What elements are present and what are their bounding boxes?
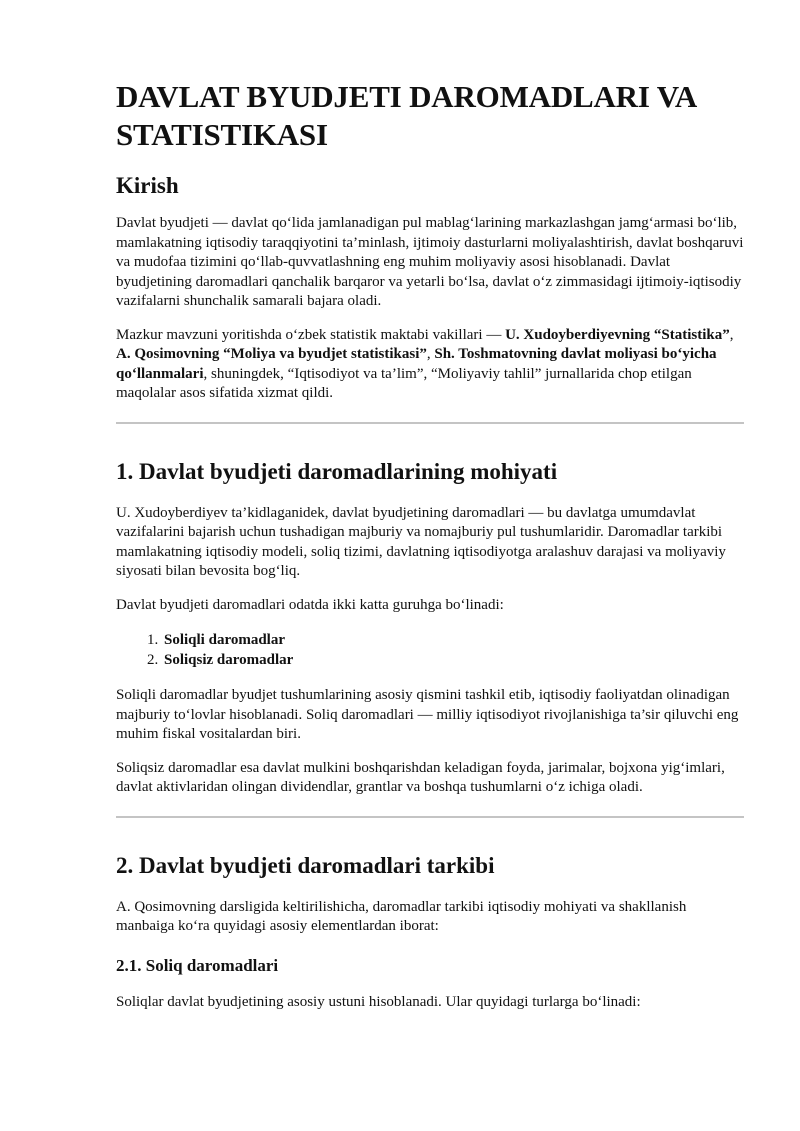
section1-paragraph-4: Soliqsiz daromadlar esa davlat mulkini boshqarishdan keladigan foyda, jarimalar, bojxona yig‘imlari, davlat aktivlaridan olingan dividendlar, grantlar va boshqa tushumlarni o‘z ichiga oladi. [116,759,725,795]
section2-paragraph-1: A. Qosimovning darsligida keltirilishicha, daromadlar tarkibi iqtisodiy mohiyati va shakllanish manbaiga ko‘ra quyidagi asosiy elementlardan iborat: [116,898,687,934]
document-page [116,78,744,1026]
section-divider [116,422,744,424]
list-item: 2. Soliqsiz daromadlar [162,651,744,671]
section2-heading: 2. Davlat byudjeti daromadlari tarkibi [116,852,495,878]
subsection-paragraph-1: Soliqlar davlat byudjetining asosiy ustuni hisoblanadi. Ular quyidagi turlarga bo‘linadi: [116,993,641,1010]
section1-paragraph-3: Soliqli daromadlar byudjet tushumlarining asosiy qismini tashkil etib, iqtisodiy faoliyatdan olinadigan majburiy to‘lovlar hisoblanadi. Soliq daromadlari — milliy iqtisodiyot rivojlanishiga ta’sir qiluvchi eng muhim fiskal vositalardan biri. [116,687,739,742]
ref-toshmatov: Sh. Toshmatovning davlat moliyasi bo‘yicha qo‘llanmalari [116,346,717,382]
intro-paragraph-1: Davlat byudjeti — davlat qo‘lida jamlanadigan pul mablag‘larining markazlashgan jamg‘armasi bo‘lib, mamlakatning iqtisodiy taraqqiyotini ta’minlash, ijtimoiy dasturlarni moliyalashtirish, davlat boshqaruvi va mudofaa tizimini qo‘llab-quvvatlashning eng muhim moliyaviy asosi hisoblanadi. Davlat byudjetining daromadlari qanchalik barqaror va yetarli bo‘lsa, davlat o‘z zimmasidagi ijtimoiy-iqtisodiy vazifalarni shunchalik samarali bajara oladi. [116,215,744,309]
document-title: DAVLAT BYUDJETI DAROMADLARI VA STATISTIKASI [116,79,696,152]
section1-paragraph-1: U. Xudoyberdiyev ta’kidlaganidek, davlat byudjetining daromadlari — bu davlatga umumdavlat vazifalarini bajarish uchun tushadigan majburiy va nomajburiy pul tushumlaridir. Daromadlar tarkibi mamlakatning iqtisodiy modeli, soliq tizimi, davlatning iqtisodiyotga aralashuv darajasi va moliyaviy siyosati bilan bevosita bog‘liq. [116,504,726,579]
section1-paragraph-2: Davlat byudjeti daromadlari odatda ikki katta guruhga bo‘linadi: [116,596,504,613]
ref-qosimov: A. Qosimovning “Moliya va byudjet statistikasi” [116,346,427,362]
subsection-heading: 2.1. Soliq daromadlari [116,955,279,975]
ref-xudoyberdiyev: U. Xudoyberdiyevning “Statistika” [505,326,730,343]
list-item: 1. Soliqli daromadlar [162,631,744,651]
section1-heading: 1. Davlat byudjeti daromadlarining mohiyati [116,458,558,484]
intro-heading: Kirish [116,173,179,198]
intro-paragraph-2: Mazkur mavzuni yoritishda o‘zbek statistik maktabi vakillari — U. Xudoyberdiyevning “Statistika”, A. Qosimovning “Moliya va byudjet statistikasi”, Sh. Toshmatovning davlat moliyasi bo‘yicha qo‘llanmalari, shuningdek, “Iqtisodiyot va ta’lim”, “Moliyaviy tahlil” jurnallarida chop etilgan maqolalar asos sifatida xizmat qildi. [116,326,734,401]
section-divider [116,816,744,818]
income-groups-list [116,631,744,670]
